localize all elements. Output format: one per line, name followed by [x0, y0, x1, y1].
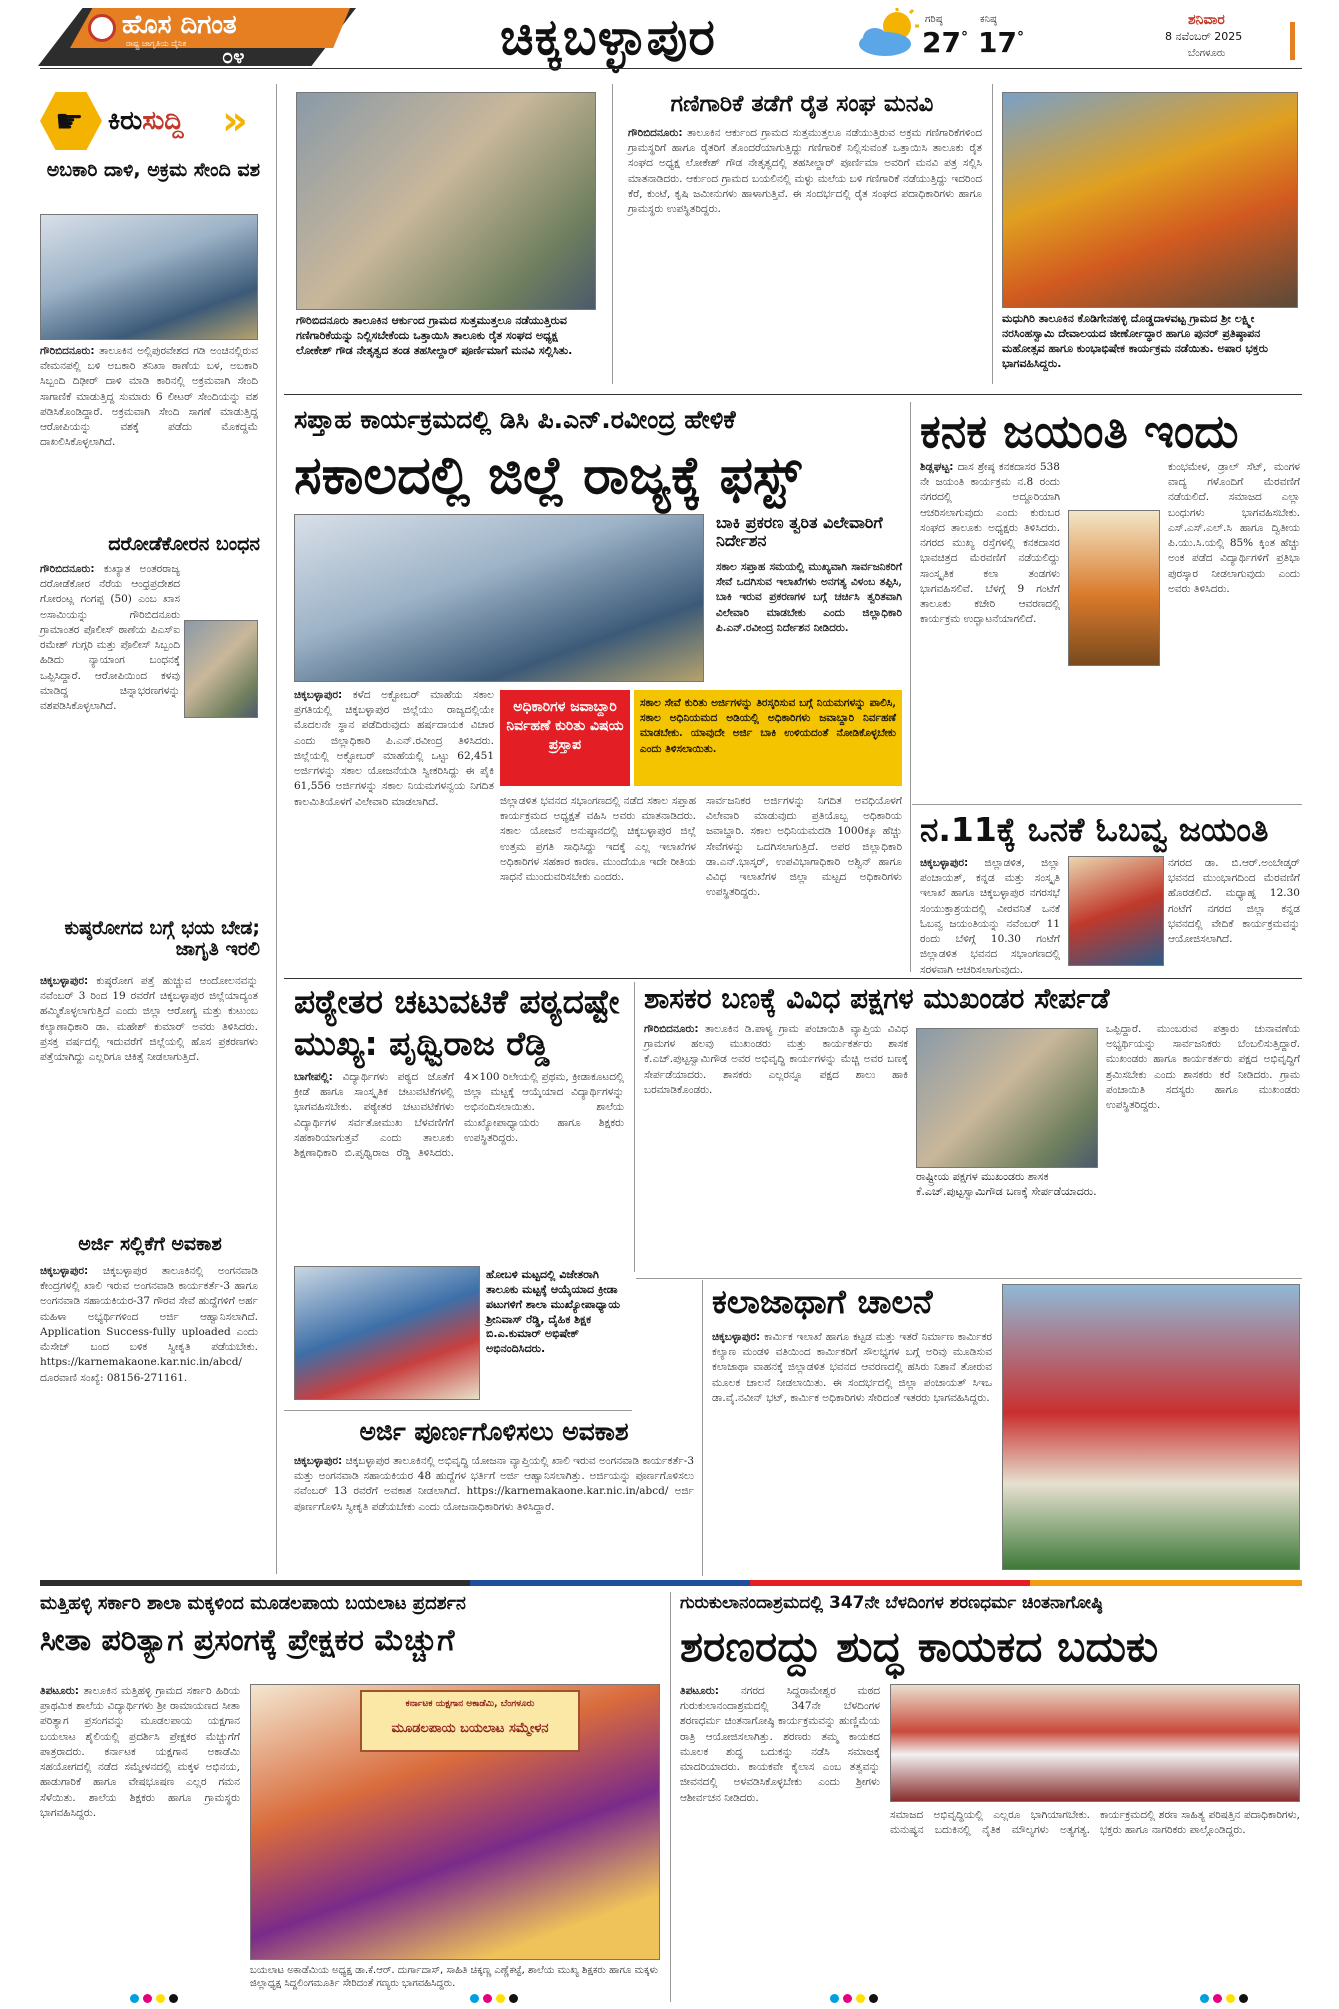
sep-blue [470, 1580, 750, 1586]
reddy-title-2: ಮುಖ್ಯ: ಪೃಥ್ವಿರಾಜ ರೆಡ್ಡಿ [294, 1024, 550, 1063]
lead-side-text: ಸಕಾಲ ಸಪ್ತಾಹ ಸಮಯಲ್ಲಿ ಮುಖ್ಯವಾಗಿ ಸಾರ್ವಜನಿಕರಿಗೆ ಸೇವೆ ಒದಗಿಸುವ ಇಲಾಖೆಗಳು ಅನಗತ್ಯ ವಿಳಂಬ ತಪ್ಪಿಸಿ, ಬಾಕಿ ಇರುವ ಪ್ರಕರಣಗಳ ಬಗ್ಗೆ ಚರ್ಚಿಸಿ ತ್ವರಿತವಾಗಿ ವಿಲೇವಾರಿ ಮಾಡಬೇಕು ಎಂದು ಜಿಲ್ಲಾಧಿಕಾರಿ ಪಿ.ಎನ್.ರವೀಂದ್ರ ನಿರ್ದೇಶನ ನೀಡಿದರು. [716, 561, 902, 634]
mining-text: ಗೌರಿಬಿದನೂರು: ತಾಲೂಕಿನ ಆರ್ಕುಂದ ಗ್ರಾಮದ ಸುತ್ತಮುತ್ತಲೂ ನಡೆಯುತ್ತಿರುವ ಅಕ್ರಮ ಗಣಿಗಾರಿಕೆಗಳಿಂದ ಗ್ರಾಮಸ್ಥರಿಗೆ ಹಾಗೂ ರೈತರಿಗೆ ತೊಂದರೆಯಾಗುತ್ತಿದ್ದು ಗಣಿಗಾರಿಕೆ ನಿಲ್ಲಿಸುವಂತೆ ಒತ್ತಾಯಿಸಿ ತಾಲೂಕು ರೈತ ಸಂಘದ ಅಧ್ಯಕ್ಷ ಲೋಕೇಶ್ ಗೌಡ ನೇತೃತ್ವದಲ್ಲಿ ತಹಸೀಲ್ದಾರ್ ಪೂರ್ಣಿಮಾ ಅವರಿಗೆ ಮನವಿ ಪತ್ರ ಸಲ್ಲಿಸಿ ಮಾತನಾಡಿದರು. ಆರ್ಕುಂದ ಗ್ರಾಮದ ಬಯಲಿನಲ್ಲಿ ಮಳ್ಳು ಮಲೆಯ ಬಳಿ ಗಣಿಗಾರಿಕೆ ನಡೆಯುತ್ತಿದ್ದು ಇದರಿಂದ ಕೆರೆ, ಕುಂಟೆ, ಕೃಷಿ ಜಮೀನುಗಳು ಹಾಳಾಗುತ್ತಿವೆ. ಈ ಸಂದರ್ಭದಲ್ಲಿ ರೈತ ಸಂಘದ ಪದಾಧಿಕಾರಿಗಳು ಹಾಗೂ ಗ್ರಾಮಸ್ಥರು ಉಪಸ್ಥಿತರಿದ್ದರು. [628, 127, 982, 216]
kala-text: ಚಿಕ್ಕಬಳ್ಳಾಪುರ: ಕಾರ್ಮಿಕ ಇಲಾಖೆ ಹಾಗೂ ಕಟ್ಟಡ ಮತ್ತು ಇತರೆ ನಿರ್ಮಾಣ ಕಾರ್ಮಿಕರ ಕಲ್ಯಾಣ ಮಂಡಳಿ ವತಿಯಿಂದ ಕಾರ್ಮಿಕರಿಗೆ ಸೌಲಭ್ಯಗಳ ಬಗ್ಗೆ ಅರಿವು ಮೂಡಿಸುವ ಕಲಾಜಾಥಾ ವಾಹನಕ್ಕೆ ಜಿಲ್ಲಾಡಳಿತ ಭವನದ ಆವರಣದಲ್ಲಿ ಹಸಿರು ನಿಶಾನೆ ತೋರುವ ಮೂಲಕ ಚಾಲನೆ ನೀಡಲಾಯಿತು. ಈ ಸಂದರ್ಭದಲ್ಲಿ ಜಿಲ್ಲಾ ಪಂಚಾಯತ್ ಸಿಇಒ ಡಾ.ವೈ.ನವೀನ್ ಭಟ್, ಕಾರ್ಮಿಕ ಅಧಿಕಾರಿಗಳು ಸೇರಿದಂತೆ ಇತರರು ಭಾಗವಹಿಸಿದ್ದರು. [712, 1331, 992, 1404]
sep-dark [40, 1580, 470, 1586]
kiru-item-1-title: ಅಬಕಾರಿ ದಾಳಿ, ಅಕ್ರಮ ಸೇಂದಿ ವಶ [46, 159, 260, 181]
top-rule-1 [612, 84, 613, 384]
lead-text-2: ಜಿಲ್ಲಾಡಳಿತ ಭವನದ ಸಭಾಂಗಣದಲ್ಲಿ ನಡೆದ ಸಕಾಲ ಸಪ್ತಾಹ ಕಾರ್ಯಕ್ರಮದ ಅಧ್ಯಕ್ಷತೆ ವಹಿಸಿ ಅವರು ಮಾತನಾಡಿದರು. ಸಕಾಲ ಯೋಜನೆ ಅನುಷ್ಠಾನದಲ್ಲಿ ಚಿಕ್ಕಬಳ್ಳಾಪುರ ಜಿಲ್ಲೆ ಉತ್ತಮ ಪ್ರಗತಿ ಸಾಧಿಸಿದ್ದು ಇದಕ್ಕೆ ಎಲ್ಲ ಇಲಾಖೆಗಳ ಅಧಿಕಾರಿಗಳ ಸಹಕಾರ ಕಾರಣ. ಮುಂದೆಯೂ ಇದೇ ರೀತಿಯ ಸಾಧನೆ ಮುಂದುವರಿಸಬೇಕು ಎಂದರು. [500, 795, 696, 884]
shasaka-text-2: ಒಪ್ಪಿದ್ದಾರೆ. ಮುಂಬರುವ ಪತ್ತಾರು ಚುನಾವಣೆಯ ಅಭ್ಯರ್ಥಿಯನ್ನು ಸಾರ್ವಜನಿಕರು ಬೆಂಬಲಿಸುತ್ತಿದ್ದಾರೆ. ಮುಖಂಡರು ಹಾಗೂ ಕಾರ್ಯಕರ್ತರು ಪಕ್ಷದ ಅಭಿವೃದ್ಧಿಗೆ ಶ್ರಮಿಸಬೇಕು ಎಂದು ಶಾಸಕರು ಕರೆ ನೀಡಿದರು. ಗ್ರಾಮ ಪಂಚಾಯಿತಿ ಸದಸ್ಯರು ಹಾಗೂ ಮುಖಂಡರು ಉಪಸ್ಥಿತರಿದ್ದರು. [1106, 1023, 1300, 1112]
registration-dots-right [830, 1994, 878, 2003]
max-temp-label: ಗರಿಷ್ಠ [925, 14, 943, 25]
masthead-right-bar [1290, 22, 1295, 60]
left-column-rule [276, 84, 277, 1574]
kirusuddi-chevrons: » [222, 98, 248, 144]
lead-yellow-box-text: ಸಕಾಲ ಸೇವೆ ಕುರಿತು ಅರ್ಜಿಗಳನ್ನು ತಿರಸ್ಕರಿಸುವ ಬಗ್ಗೆ ನಿಯಮಗಳನ್ನು ಪಾಲಿಸಿ, ಸಕಾಲ ಅಧಿನಿಯಮದ ಅಡಿಯಲ್ಲಿ ಅಧಿಕಾರಿಗಳು ಜವಾಬ್ದಾರಿ ನಿರ್ವಹಣೆ ಮಾಡಬೇಕು. ಯಾವುದೇ ಅರ್ಜಿ ಬಾಕಿ ಉಳಿಯದಂತೆ ನೋಡಿಕೊಳ್ಳಬೇಕು ಎಂದು ತಿಳಿಸಲಾಯಿತು. [640, 697, 896, 755]
bayalata-kicker: ಮತ್ತಿಹಳ್ಳಿ ಸರ್ಕಾರಿ ಶಾಲಾ ಮಕ್ಕಳಿಂದ ಮೂಡಲಪಾಯ ಬಯಲಾಟ ಪ್ರದರ್ಶನ [40, 1593, 466, 1614]
registration-dots-left [130, 1994, 178, 2003]
bayalata-title: ಸೀತಾ ಪರಿತ್ಯಾಗ ಪ್ರಸಂಗಕ್ಕೆ ಪ್ರೇಕ್ಷಕರ ಮೆಚ್ಚುಗೆ [40, 1623, 455, 1658]
mid-rule-2 [702, 1280, 703, 1576]
lead-meeting-photo [294, 514, 704, 682]
mining-title: ಗಣಿಗಾರಿಕೆ ತಡೆಗೆ ರೈತ ಸಂಘ ಮನವಿ [670, 91, 934, 117]
lead-kicker: ಸಪ್ತಾಹ ಕಾರ್ಯಕ್ರಮದಲ್ಲಿ ಡಿಸಿ ಪಿ.ಎನ್.ರವೀಂದ್ರ ಹೇಳಿಕೆ [294, 405, 736, 434]
sharana-title: ಶರಣರದ್ದು ಶುದ್ಧ ಕಾಯಕದ ಬದುಕು [680, 1622, 1159, 1671]
bayalata-banner [360, 1690, 580, 1752]
lead-right-rule [910, 402, 911, 972]
kiru-item-1-photo [40, 214, 258, 340]
page-number: ೦೪ [222, 44, 245, 68]
kiru-item-2-text: ಗೌರಿಬಿದನೂರು: ಕುಖ್ಯಾತ ಅಂತರರಾಜ್ಯ ದರೋಡೆಕೋರ ನೆರೆಯ ಆಂಧ್ರಪ್ರದೇಶದ ಗೋರಂಟ್ಲ ಗಂಗಪ್ಪ (50) ಎಂಬ ಖಾಸ ಅಸಾಮಿಯನ್ನು ಗೌರಿಬಿದನೂರು ಗ್ರಾಮಾಂತರ ಪೊಲೀಸ್ ಠಾಣೆಯ ಪಿಎಸ್ಐ ರಮೇಶ್ ಗುಗ್ಗರಿ ಮತ್ತು ಪೊಲೀಸ್ ಸಿಬ್ಬಂದಿ ಹಿಡಿದು ನ್ಯಾಯಾಂಗ ಬಂಧನಕ್ಕೆ ಒಪ್ಪಿಸಿದ್ದಾರೆ. ಆರೋಪಿಯಿಂದ ಕಳವು ಮಾಡಿದ್ದ ಚಿನ್ನಾಭರಣಗಳನ್ನು ವಶಪಡಿಸಿಕೊಳ್ಳಲಾಗಿದೆ. [40, 563, 180, 712]
registration-dots-mid [470, 1994, 518, 2003]
kanaka-portrait-photo [1068, 510, 1160, 666]
arji-title: ಅರ್ಜಿ ಪೂರ್ಣಗೊಳಿಸಲು ಅವಕಾಶ [359, 1417, 629, 1446]
arji-text: ಚಿಕ್ಕಬಳ್ಳಾಪುರ: ಚಿಕ್ಕಬಳ್ಳಾಪುರ ತಾಲೂಕಿನಲ್ಲಿ ಅಭಿವೃದ್ಧಿ ಯೋಜನಾ ವ್ಯಾಪ್ತಿಯಲ್ಲಿ ಖಾಲಿ ಇರುವ ಅಂಗನವಾಡಿ ಕಾರ್ಯಕರ್ತೆ-3 ಮತ್ತು ಅಂಗನವಾಡಿ ಸಹಾಯಕಿಯರ 48 ಹುದ್ದೆಗಳ ಭರ್ತಿಗೆ ಅರ್ಜಿ ಆಹ್ವಾನಿಸಲಾಗಿತ್ತು. ಅರ್ಜಿಯನ್ನು ಪೂರ್ಣಗೊಳಿಸಲು ನವೆಂಬರ್ 13 ರವರೆಗೆ ಅವಕಾಶ ನೀಡಲಾಗಿದೆ. https://karnemakaone.kar.nic.in/abcd/ ಅರ್ಜಿ ಪೂರ್ಣಗೊಳಿಸಿ ಸ್ವೀಕೃತಿ ಪಡೆಯಬೇಕು ಎಂದು ಯೋಜನಾಧಿಕಾರಿಗಳು ತಿಳಿಸಿದ್ದಾರೆ. [294, 1455, 694, 1513]
min-temp: 17° [978, 26, 1024, 59]
pointing-hand-icon: ☛ [55, 102, 84, 140]
obavva-title: ನ.11ಕ್ಕೆ ಒನಕೆ ಓಬವ್ವ ಜಯಂತಿ [920, 810, 1269, 849]
kala-jatha-photo [1002, 1284, 1300, 1570]
bayalata-banner-line1: ಕರ್ನಾಟಕ ಯಕ್ಷಗಾನ ಅಕಾಡೆಮಿ, ಬೆಂಗಳೂರು [405, 1699, 535, 1709]
masthead-rule [40, 68, 1302, 69]
sharana-text-2: ಸಮಾಜದ ಅಭಿವೃದ್ಧಿಯಲ್ಲಿ ಎಲ್ಲರೂ ಭಾಗಿಯಾಗಬೇಕು. ಮನುಷ್ಯನ ಬದುಕಿನಲ್ಲಿ ನೈತಿಕ ಮೌಲ್ಯಗಳು ಅತ್ಯಗತ್ಯ. ಕಾರ್ಯಕ್ರಮದಲ್ಲಿ ಶರಣ ಸಾಹಿತ್ಯ ಪರಿಷತ್ತಿನ ಪದಾಧಿಕಾರಿಗಳು, ಭಕ್ತರು ಹಾಗೂ ನಾಗರಿಕರು ಪಾಲ್ಗೊಂಡಿದ್ದರು. [890, 1809, 1300, 1837]
sharana-hall-photo [890, 1684, 1300, 1802]
kala-title: ಕಲಾಜಾಥಾಗೆ ಚಾಲನೆ [712, 1282, 933, 1321]
top-rule-2 [992, 84, 993, 384]
kanaka-text-2: ಕುಂಭಮೇಳ, ಡ್ರಾಲ್ ಸೆಟ್, ಮಂಗಳ ವಾದ್ಯ ಗಳೊಂದಿಗೆ ಮೆರವಣಿಗೆ ನಡೆಯಲಿದೆ. ಸಮಾಜದ ಎಲ್ಲಾ ಬಂಧುಗಳು ಭಾಗವಹಿಸಬೇಕು. ಎಸ್.ಎಸ್.ಎಲ್.ಸಿ ಹಾಗೂ ದ್ವಿತೀಯ ಪಿ.ಯು.ಸಿ.ಯಲ್ಲಿ 85% ಕ್ಕಿಂತ ಹೆಚ್ಚು ಅಂಕ ಪಡೆದ ವಿದ್ಯಾರ್ಥಿಗಳಿಗೆ ಪ್ರತಿಭಾ ಪುರಸ್ಕಾರ ನೀಡಲಾಗುವುದು ಎಂದು ಅವರು ತಿಳಿಸಿದರು. [1168, 461, 1300, 595]
mid-row-rule [284, 978, 1302, 979]
sep-red [750, 1580, 1030, 1586]
shasaka-caption: ರಾಷ್ಟ್ರೀಯ ಪಕ್ಷಗಳ ಮುಖಂಡರು ಶಾಸಕ ಕೆ.ಎಚ್.ಪುಟ್ಟಸ್ವಾಮಿಗೌಡ ಬಣಕ್ಕೆ ಸೇರ್ಪಡೆಯಾದರು. [916, 1170, 1097, 1198]
temple-event-caption: ಮಧುಗಿರಿ ತಾಲೂಕಿನ ಕೊಡಿಗೇನಹಳ್ಳಿ ದೊಡ್ಡದಾಳವಟ್ಟ ಗ್ರಾಮದ ಶ್ರೀ ಲಕ್ಷ್ಮೀ ನರಸಿಂಹಸ್ವಾಮಿ ದೇವಾಲಯದ ಜೀರ್ಣೋದ್ಧಾರ ಹಾಗೂ ಪುನರ್ ಪ್ರತಿಷ್ಠಾಪನ ಮಹೋತ್ಸವ ಹಾಗೂ ಕುಂಭಾಭಿಷೇಕ ಕಾರ್ಯಕ್ರಮ ನಡೆಯಿತು. ಅಪಾರ ಭಕ್ತರು ಭಾಗವಹಿಸಿದ್ದರು. [1002, 312, 1269, 370]
temple-event-photo [1002, 92, 1298, 308]
bayalata-text: ತಿಪಟೂರು: ತಾಲೂಕಿನ ಮತ್ತಿಹಳ್ಳಿ ಗ್ರಾಮದ ಸರ್ಕಾರಿ ಹಿರಿಯ ಪ್ರಾಥಮಿಕ ಶಾಲೆಯ ವಿದ್ಯಾರ್ಥಿಗಳು ಶ್ರೀ ರಾಮಾಯಣದ ಸೀತಾ ಪರಿತ್ಯಾಗ ಪ್ರಸಂಗವನ್ನು ಮೂಡಲಪಾಯ ಯಕ್ಷಗಾನ ಬಯಲಾಟ ಶೈಲಿಯಲ್ಲಿ ಪ್ರದರ್ಶಿಸಿ ಪ್ರೇಕ್ಷಕರ ಮೆಚ್ಚುಗೆಗೆ ಪಾತ್ರರಾದರು. ಕರ್ನಾಟಕ ಯಕ್ಷಗಾನ ಅಕಾಡೆಮಿ ಸಹಯೋಗದಲ್ಲಿ ನಡೆದ ಸಮ್ಮೇಳನದಲ್ಲಿ ಮಕ್ಕಳ ಅಭಿನಯ, ಹಾಡುಗಾರಿಕೆ ಹಾಗೂ ವೇಷಭೂಷಣ ಎಲ್ಲರ ಗಮನ ಸೆಳೆಯಿತು. ಶಾಲೆಯ ಶಿಕ್ಷಕರು ಹಾಗೂ ಗ್ರಾಮಸ್ಥರು ಭಾಗವಹಿಸಿದ್ದರು. [40, 1685, 241, 1819]
min-temp-label: ಕನಿಷ್ಠ [980, 14, 997, 25]
kiru-item-2-title: ದರೋಡೆಕೋರನ ಬಂಧನ [108, 533, 260, 555]
date-label: 8 ನವೆಂಬರ್ 2025 [1165, 30, 1243, 43]
bottom-rule [670, 1592, 671, 2002]
shasaka-text: ಗೌರಿಬಿದನೂರು: ತಾಲೂಕಿನ ಡಿ.ಪಾಳ್ಯ ಗ್ರಾಮ ಪಂಚಾಯಿತಿ ವ್ಯಾಪ್ತಿಯ ವಿವಿಧ ಗ್ರಾಮಗಳ ಹಲವು ಮುಖಂಡರು ಮತ್ತು ಕಾರ್ಯಕರ್ತರು ಶಾಸಕ ಕೆ.ಎಚ್.ಪುಟ್ಟಸ್ವಾಮಿಗೌಡ ಅವರ ಅಭಿವೃದ್ಧಿ ಕಾರ್ಯಗಳನ್ನು ಮೆಚ್ಚಿ ಅವರ ಬಣಕ್ಕೆ ಸೇರ್ಪಡೆಯಾದರು. ಶಾಸಕರು ಎಲ್ಲರನ್ನೂ ಪಕ್ಷದ ಶಾಲು ಹಾಕಿ ಬರಮಾಡಿಕೊಂಡರು. [644, 1023, 908, 1096]
kiru-item-2-photo [184, 620, 258, 718]
lead-red-box [500, 690, 630, 786]
bayalata-caption: ಬಯಲಾಟ ಅಕಾಡೆಮಿಯ ಅಧ್ಯಕ್ಷ ಡಾ.ಕೆ.ಆರ್. ದುರ್ಗಾದಾಸ್, ಸಾಹಿತಿ ಚಿಕ್ಕಣ್ಣ ಎಣ್ಣೆಕಟ್ಟೆ, ಶಾಲೆಯ ಮುಖ್ಯ ಶಿಕ್ಷಕರು ಹಾಗೂ ಮಕ್ಕಳು ಜಿಲ್ಲಾಧ್ಯಕ್ಷ ಸಿದ್ದಲಿಂಗಮೂರ್ತಿ ಸೇರಿದಂತೆ ಗಣ್ಯರು ಭಾಗವಹಿಸಿದ್ದರು. [250, 1965, 659, 1989]
paper-tagline: ರಾಷ್ಟ್ರ ಜಾಗೃತಿಯ ದೈನಿಕ [126, 39, 187, 48]
sep-orange [1030, 1580, 1302, 1586]
edition-title: ಚಿಕ್ಕಬಳ್ಳಾಪುರ [500, 8, 716, 66]
kanaka-rule [912, 804, 1302, 805]
mid-rule-1 [634, 982, 635, 1272]
farmers-memo-caption: ಗೌರಿಬಿದನೂರು ತಾಲೂಕಿನ ಆರ್ಕುಂದ ಗ್ರಾಮದ ಸುತ್ತಮುತ್ತಲೂ ನಡೆಯುತ್ತಿರುವ ಗಣಿಗಾರಿಕೆಯನ್ನು ನಿಲ್ಲಿಸಬೇಕೆಂದು ಒತ್ತಾಯಿಸಿ ತಾಲೂಕು ರೈತ ಸಂಘದ ಅಧ್ಯಕ್ಷ ಲೋಕೇಶ್ ಗೌಡ ನೇತೃತ್ವದ ತಂಡ ತಹಸೀಲ್ದಾರ್ ಪೂರ್ಣಿಮಾಗೆ ಮನವಿ ಸಲ್ಲಿಸಿತು. [296, 314, 573, 357]
arji-top-rule [284, 1410, 632, 1411]
top-row-rule [284, 394, 1302, 395]
kala-top-rule [636, 1278, 1302, 1279]
shasaka-photo [916, 1028, 1098, 1168]
reddy-text: ಬಾಗೇಪಲ್ಲಿ: ವಿದ್ಯಾರ್ಥಿಗಳು ಪಠ್ಯದ ಜೊತೆಗೆ ಕ್ರೀಡೆ ಹಾಗೂ ಸಾಂಸ್ಕೃತಿಕ ಚಟುವಟಿಕೆಗಳಲ್ಲಿ ಭಾಗವಹಿಸಬೇಕು. ಪಠ್ಯೇತರ ಚಟುವಟಿಕೆಗಳು ವಿದ್ಯಾರ್ಥಿಗಳ ಸರ್ವತೋಮುಖ ಬೆಳವಣಿಗೆಗೆ ಸಹಕಾರಿಯಾಗುತ್ತವೆ ಎಂದು ತಾಲೂಕು ಶಿಕ್ಷಣಾಧಿಕಾರಿ ಬಿ.ಪೃಥ್ವಿರಾಜ ರೆಡ್ಡಿ ತಿಳಿಸಿದರು. 4×100 ರಿಲೇಯಲ್ಲಿ ಪ್ರಥಮ, ಕ್ರೀಡಾಕೂಟದಲ್ಲಿ ಜಿಲ್ಲಾ ಮಟ್ಟಕ್ಕೆ ಆಯ್ಕೆಯಾದ ವಿದ್ಯಾರ್ಥಿಗಳನ್ನು ಅಭಿನಂದಿಸಲಾಯಿತು. ಶಾಲೆಯ ಮುಖ್ಯೋಪಾಧ್ಯಾಯರು ಹಾಗೂ ಶಿಕ್ಷಕರು ಉಪಸ್ಥಿತರಿದ್ದರು. [294, 1071, 624, 1160]
sports-team-photo [294, 1266, 480, 1400]
day-label: ಶನಿವಾರ [1188, 12, 1225, 28]
bayalata-banner-line2: ಮೂಡಲಪಾಯ ಬಯಲಾಟ ಸಮ್ಮೇಳನ [391, 1721, 549, 1736]
kiru-item-4-text: ಚಿಕ್ಕಬಳ್ಳಾಪುರ: ಚಿಕ್ಕಬಳ್ಳಾಪುರ ತಾಲೂಕಿನಲ್ಲಿ ಅಂಗನವಾಡಿ ಕೇಂದ್ರಗಳಲ್ಲಿ ಖಾಲಿ ಇರುವ ಅಂಗನವಾಡಿ ಕಾರ್ಯಕರ್ತೆ-3 ಹಾಗೂ ಅಂಗನವಾಡಿ ಸಹಾಯಕಿಯರ-37 ಗೌರವ ಸೇವೆ ಹುದ್ದೆಗಳಿಗೆ ಅರ್ಹ ಮಹಿಳಾ ಅಭ್ಯರ್ಥಿಗಳಿಂದ ಅರ್ಜಿ ಆಹ್ವಾನಿಸಲಾಗಿದೆ. Application Success-fully uploaded ಎಂದು ಮೆಸೇಜ್ ಬಂದ ಬಳಿಕ ಸ್ವೀಕೃತಿ ಪಡೆಯಬೇಕು. https://karnemakaone.kar.nic.in/abcd/ ದೂರವಾಣಿ ಸಂಖ್ಯೆ: 08156-271161. [40, 1265, 258, 1384]
weather-sun-cloud-icon [855, 8, 925, 58]
brand-logo-icon [88, 14, 116, 42]
sports-team-caption: ಹೋಬಳಿ ಮಟ್ಟದಲ್ಲಿ ವಿಜೇತರಾಗಿ ತಾಲೂಕು ಮಟ್ಟಕ್ಕೆ ಆಯ್ಕೆಯಾದ ಕ್ರೀಡಾ ಪಟುಗಳಿಗೆ ಶಾಲಾ ಮುಖ್ಯೋಪಾಧ್ಯಾಯ ಶ್ರೀನಿವಾಸ್ ರೆಡ್ಡಿ, ದೈಹಿಕ ಶಿಕ್ಷಕ ಬಿ.ಎ.ಕುಮಾರ್ ಅಭಿಷೇಕ್ ಅಭಿನಂದಿಸಿದರು. [486, 1268, 620, 1356]
shasaka-title: ಶಾಸಕರ ಬಣಕ್ಕೆ ವಿವಿಧ ಪಕ್ಷಗಳ ಮುಖಂಡರ ಸೇರ್ಪಡೆ [644, 982, 1110, 1015]
paper-name: ಹೊಸ ದಿಗಂತ [122, 10, 237, 40]
kiru-item-1-text: ಗೌರಿಬಿದನೂರು: ತಾಲೂಕಿನ ಅಲ್ಲಿಪುರವೇಶದ ಗಡಿ ಅಂಚಿನಲ್ಲಿರುವ ವೇಮನಪಲ್ಲಿ ಬಳಿ ಅಬಕಾರಿ ತನಿಖಾ ಠಾಣೆಯ ಬಳ, ಅಬಕಾರಿ ಸಿಬ್ಬಂದಿ ದಿಢೀರ್ ದಾಳಿ ಮಾಡಿ ಕಾರಿನಲ್ಲಿ ಅಕ್ರಮವಾಗಿ ಸೇಂದಿ ಸಾಗಾಣಿಕೆ ಮಾಡುತ್ತಿದ್ದ ಸುಮಾರು 6 ಲೀಟರ್ ಸೇಂದಿಯನ್ನು ವಶ ಪಡಿಸಿಕೊಂಡಿದ್ದಾರೆ. ಅಕ್ರಮವಾಗಿ ಸೇಂದಿ ಸಾಗಣೆ ಮಾಡುತ್ತಿದ್ದ ಆರೋಪಿಯನ್ನು ವಶಕ್ಕೆ ಪಡೆದು ಮೊಕದ್ದಮೆ ದಾಖಲಿಸಿಕೊಳ್ಳಲಾಗಿದೆ. [40, 345, 258, 449]
kiru-item-3-title: ಕುಷ್ಠರೋಗದ ಬಗ್ಗೆ ಭಯ ಬೇಡ; ಜಾಗೃತಿ ಇರಲಿ [64, 917, 260, 960]
obavva-text-2: ನಗರದ ಡಾ. ಬಿ.ಆರ್.ಅಂಬೇಡ್ಕರ್ ಭವನದ ಮುಂಭಾಗದಿಂದ ಮೆರವಣಿಗೆ ಹೊರಡಲಿದೆ. ಮಧ್ಯಾಹ್ನ 12.30 ಗಂಟೆಗೆ ನಗರದ ಜಿಲ್ಲಾ ಕನ್ನಡ ಭವನದಲ್ಲಿ ವೇದಿಕೆ ಕಾರ್ಯಕ್ರಮವನ್ನು ಆಯೋಜಿಸಲಾಗಿದೆ. [1168, 857, 1300, 946]
lead-side-title: ಬಾಕಿ ಪ್ರಕರಣ ತ್ವರಿತ ವಿಲೇವಾರಿಗೆ ನಿರ್ದೇಶನ [716, 513, 883, 550]
kirusuddi-label: ಕಿರುಸುದ್ದಿ [108, 106, 184, 136]
max-temp: 27° [922, 26, 968, 59]
sharana-kicker: ಗುರುಕುಲಾನಂದಾಶ್ರಮದಲ್ಲಿ 347ನೇ ಬೆಳದಿಂಗಳ ಶರಣಧರ್ಮ ಚಿಂತನಾಗೋಷ್ಠಿ [680, 1593, 1103, 1613]
lead-side-box [712, 514, 902, 682]
lead-yellow-box [634, 690, 902, 786]
kiru-item-3-text: ಚಿಕ್ಕಬಳ್ಳಾಪುರ: ಕುಷ್ಠರೋಗ ಪತ್ತೆ ಹುಚ್ಚುವ ಆಂದೋಲನವನ್ನು ನವೆಂಬರ್ 3 ರಿಂದ 19 ರವರೆಗೆ ಚಿಕ್ಕಬಳ್ಳಾಪುರ ಜಿಲ್ಲೆಯಾದ್ಯಂತ ಹಮ್ಮಿಕೊಳ್ಳಲಾಗುತ್ತಿದೆ ಎಂದು ಜಿಲ್ಲಾ ಆರೋಗ್ಯ ಮತ್ತು ಕುಟುಂಬ ಕಲ್ಯಾಣಾಧಿಕಾರಿ ಡಾ. ಮಹೇಶ್ ಕುಮಾರ್ ಅವರು ತಿಳಿಸಿದರು. ಪ್ರಸಕ್ತ ವರ್ಷದಲ್ಲಿ ಇದುವರೆಗೆ ಜಿಲ್ಲೆಯಲ್ಲಿ ಹೊಸ ಪ್ರಕರಣಗಳು ಪತ್ತೆಯಾಗಿದ್ದು ಎಲ್ಲರಿಗೂ ಚಿಕಿತ್ಸೆ ನೀಡಲಾಗುತ್ತಿದೆ. [40, 975, 258, 1064]
lead-text-1: ಚಿಕ್ಕಬಳ್ಳಾಪುರ: ಕಳೆದ ಅಕ್ಟೋಬರ್ ಮಾಹೆಯ ಸಕಾಲ ಪ್ರಗತಿಯಲ್ಲಿ ಚಿಕ್ಕಬಳ್ಳಾಪುರ ಜಿಲ್ಲೆಯು ರಾಜ್ಯದಲ್ಲಿಯೇ ಮೊದಲನೇ ಸ್ಥಾನ ಪಡೆದಿರುವುದು ಹರ್ಷದಾಯಕ ವಿಚಾರ ಎಂದು ಜಿಲ್ಲಾಧಿಕಾರಿ ಪಿ.ಎನ್.ರವೀಂದ್ರ ತಿಳಿಸಿದರು. ಜಿಲ್ಲೆಯಲ್ಲಿ ಅಕ್ಟೋಬರ್ ಮಾಹೆಯಲ್ಲಿ ಒಟ್ಟು 62,451 ಅರ್ಜಿಗಳನ್ನು ಸಕಾಲ ಯೋಜನೆಯಡಿ ಸ್ವೀಕರಿಸಿದ್ದು ಈ ಪೈಕಿ 61,556 ಅರ್ಜಿಗಳನ್ನು ಸಕಾಲ ನಿಯಮಗಳನ್ವಯ ನಿಗದಿತ ಕಾಲಮಿತಿಯೊಳಗೆ ವಿಲೇವಾರಿ ಮಾಡಲಾಗಿದೆ. [294, 689, 494, 808]
kiru-item-4-title: ಅರ್ಜಿ ಸಲ್ಲಿಕೆಗೆ ಅವಕಾಶ [78, 1233, 222, 1255]
kanaka-text: ಶಿಡ್ಲಘಟ್ಟ: ದಾಸ ಶ್ರೇಷ್ಠ ಕನಕದಾಸರ 538 ನೇ ಜಯಂತಿ ಕಾರ್ಯಕ್ರಮ ನ.8 ರಂದು ನಗರದಲ್ಲಿ ಅದ್ದೂರಿಯಾಗಿ ಆಚರಿಸಲಾಗುವುದು ಎಂದು ಕುರುಬರ ಸಂಘದ ತಾಲೂಕು ಅಧ್ಯಕ್ಷರು ತಿಳಿಸಿದರು. ನಗರದ ಮುಖ್ಯ ರಸ್ತೆಗಳಲ್ಲಿ ಕನಕದಾಸರ ಭಾವಚಿತ್ರದ ಮೆರವಣಿಗೆ ನಡೆಯಲಿದ್ದು ಸಾಂಸ್ಕೃತಿಕ ಕಲಾ ತಂಡಗಳು ಭಾಗವಹಿಸಲಿವೆ. ಬೆಳಗ್ಗೆ 9 ಗಂಟೆಗೆ ತಾಲೂಕು ಕಚೇರಿ ಆವರಣದಲ್ಲಿ ಕಾರ್ಯಕ್ರಮ ಉದ್ಘಾಟನೆಯಾಗಲಿದೆ. [920, 461, 1060, 626]
lead-text-3: ಸಾರ್ವಜನಿಕರ ಅರ್ಜಿಗಳನ್ನು ನಿಗದಿತ ಅವಧಿಯೊಳಗೆ ವಿಲೇವಾರಿ ಮಾಡುವುದು ಪ್ರತಿಯೊಬ್ಬ ಅಧಿಕಾರಿಯ ಜವಾಬ್ದಾರಿ. ಸಕಾಲ ಅಧಿನಿಯಮದಡಿ 1000ಕ್ಕೂ ಹೆಚ್ಚು ಸೇವೆಗಳನ್ನು ಒದಗಿಸಲಾಗುತ್ತಿದೆ. ಅಪರ ಜಿಲ್ಲಾಧಿಕಾರಿ ಡಾ.ಎನ್.ಭಾಸ್ಕರ್, ಉಪವಿಭಾಗಾಧಿಕಾರಿ ಅಶ್ವಿನ್ ಹಾಗೂ ವಿವಿಧ ಇಲಾಖೆಗಳ ಜಿಲ್ಲಾ ಮಟ್ಟದ ಅಧಿಕಾರಿಗಳು ಉಪಸ್ಥಿತರಿದ್ದರು. [706, 795, 902, 899]
kanaka-title: ಕನಕ ಜಯಂತಿ ಇಂದು [920, 404, 1239, 458]
obavva-text: ಚಿಕ್ಕಬಳ್ಳಾಪುರ: ಜಿಲ್ಲಾಡಳಿತ, ಜಿಲ್ಲಾ ಪಂಚಾಯತ್, ಕನ್ನಡ ಮತ್ತು ಸಂಸ್ಕೃತಿ ಇಲಾಖೆ ಹಾಗೂ ಚಿಕ್ಕಬಳ್ಳಾಪುರ ನಗರಸಭೆ ಸಂಯುಕ್ತಾಶ್ರಯದಲ್ಲಿ ವೀರವನಿತೆ ಒನಕೆ ಓಬವ್ವ ಜಯಂತಿಯನ್ನು ನವೆಂಬರ್ 11 ರಂದು ಬೆಳಿಗ್ಗೆ 10.30 ಗಂಟೆಗೆ ಜಿಲ್ಲಾಡಳಿತ ಭವನದ ಸಭಾಂಗಣದಲ್ಲಿ ಸರಳವಾಗಿ ಆಚರಿಸಲಾಗುವುದು. [920, 857, 1060, 976]
lead-title: ಸಕಾಲದಲ್ಲಿ ಜಿಲ್ಲೆ ರಾಜ್ಯಕ್ಕೆ ಫಸ್ಟ್ [294, 446, 802, 506]
sharana-text: ತಿಪಟೂರು: ನಗರದ ಸಿದ್ದರಾಮೇಶ್ವರ ಮಠದ ಗುರುಕುಲಾನಂದಾಶ್ರಮದಲ್ಲಿ 347ನೇ ಬೆಳದಿಂಗಳ ಶರಣಧರ್ಮ ಚಿಂತನಾಗೋಷ್ಠಿ ಕಾರ್ಯಕ್ರಮವನ್ನು ಹುಣ್ಣಿಮೆಯ ರಾತ್ರಿ ಆಯೋಜಿಸಲಾಗಿತ್ತು. ಶರಣರು ತಮ್ಮ ಕಾಯಕದ ಮೂಲಕ ಶುದ್ಧ ಬದುಕನ್ನು ನಡೆಸಿ ಸಮಾಜಕ್ಕೆ ಮಾದರಿಯಾದರು. ಕಾಯಕವೇ ಕೈಲಾಸ ಎಂಬ ತತ್ವವನ್ನು ಜೀವನದಲ್ಲಿ ಅಳವಡಿಸಿಕೊಳ್ಳಬೇಕು ಎಂದು ಶ್ರೀಗಳು ಆಶೀರ್ವಚನ ನೀಡಿದರು. [680, 1685, 880, 1804]
farmers-memo-photo [296, 92, 596, 310]
obavva-portrait-photo [1068, 856, 1164, 966]
lead-red-box-text: ಅಧಿಕಾರಿಗಳ ಜವಾಬ್ದಾರಿ ನಿರ್ವಹಣೆ ಕುರಿತು ವಿಷಯ ಪ್ರಸ್ತಾಪ [506, 699, 624, 753]
reddy-title-1: ಪಠ್ಯೇತರ ಚಟುವಟಿಕೆ ಪಠ್ಯದಷ್ಟೇ [294, 982, 620, 1021]
registration-dots-far-right [1200, 1994, 1248, 2003]
city-label: ಬೆಂಗಳೂರು [1188, 48, 1226, 59]
